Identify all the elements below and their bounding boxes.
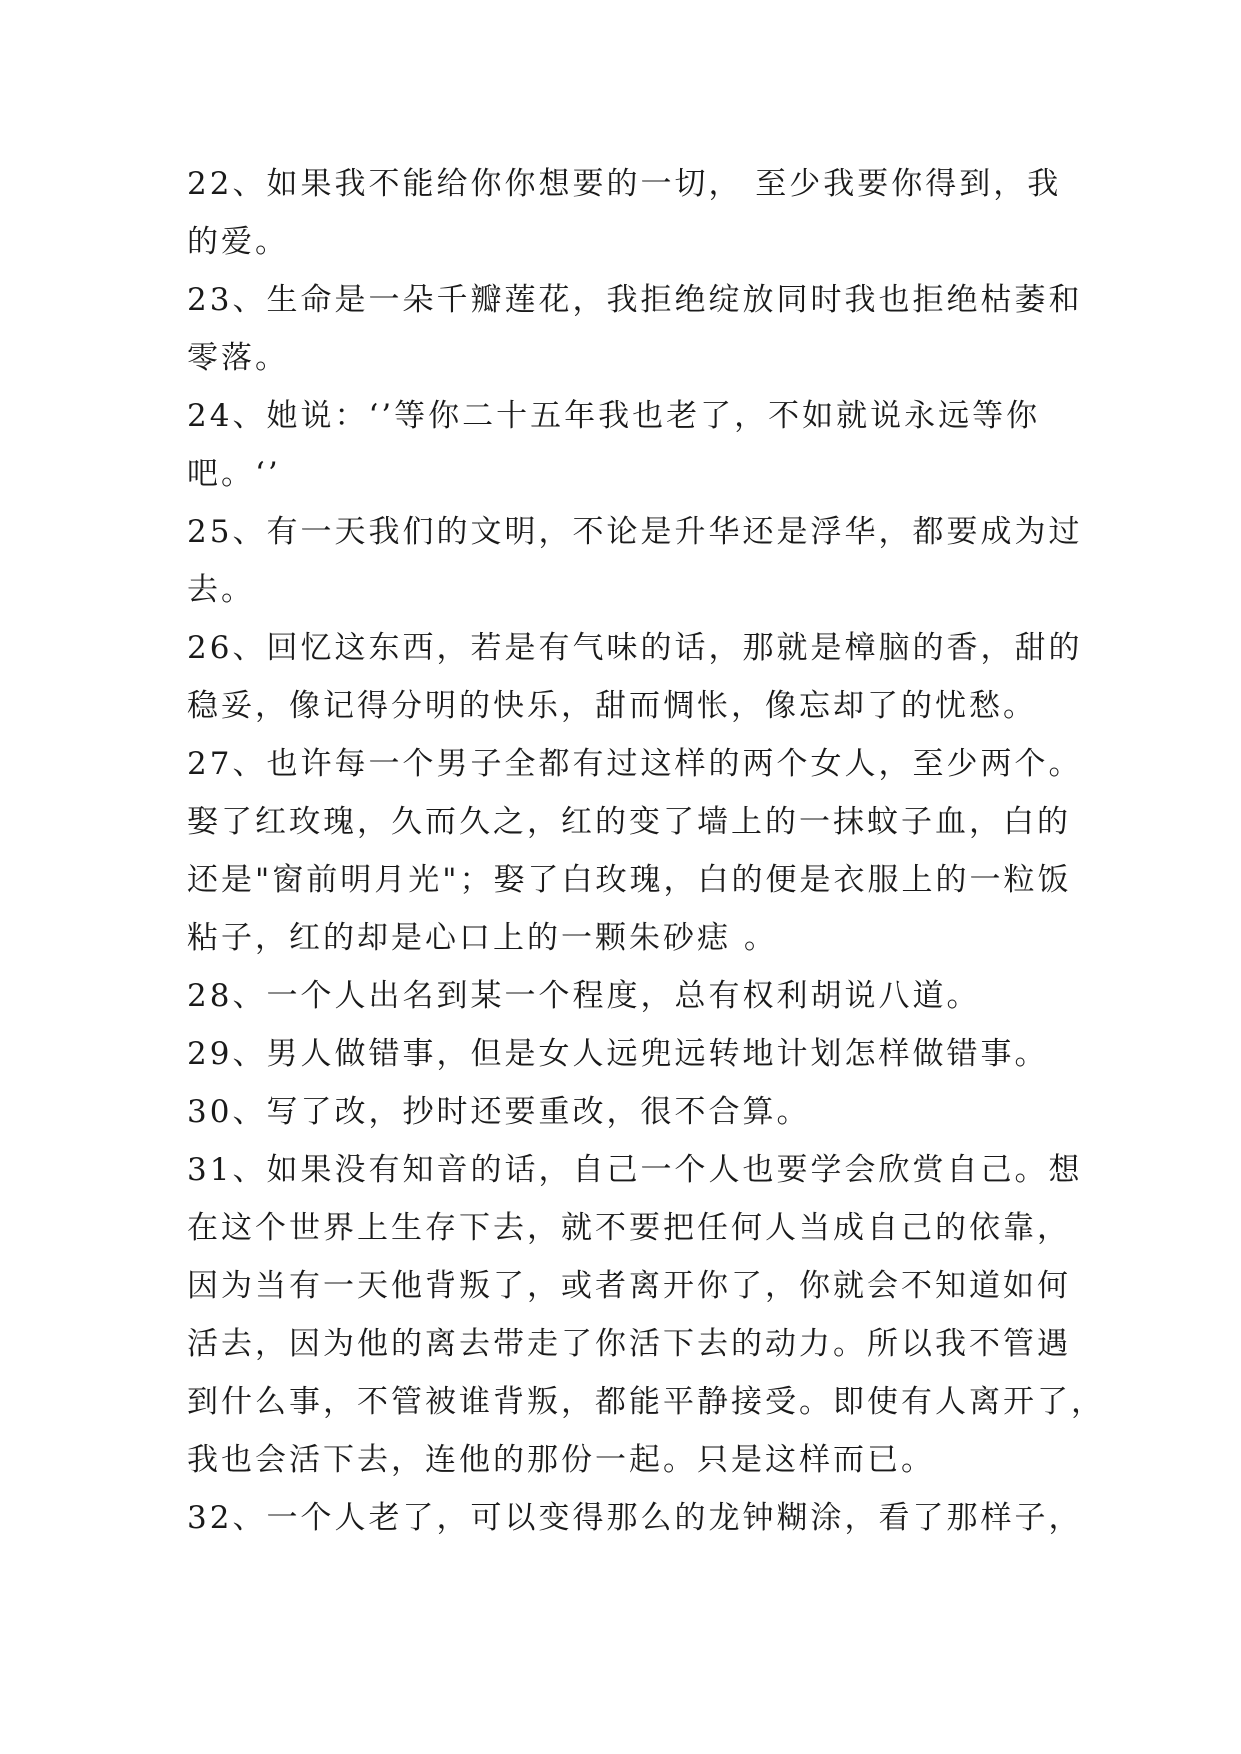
text-line: 24、她说：‘’等你二十五年我也老了，不如就说永远等你 xyxy=(187,398,1041,434)
text-line: 的爱。 xyxy=(187,224,289,260)
text-line: 30、写了改，抄时还要重改，很不合算。 xyxy=(187,1094,811,1130)
text-line: 娶了红玫瑰，久而久之，红的变了墙上的一抹蚊子血，白的 xyxy=(187,804,1071,840)
text-line: 我也会活下去，连他的那份一起。只是这样而已。 xyxy=(187,1442,935,1478)
text-line: 零落。 xyxy=(187,340,289,376)
text-line: 32、一个人老了，可以变得那么的龙钟糊涂，看了那样子， xyxy=(187,1500,1083,1536)
text-line: 23、生命是一朵千瓣莲花，我拒绝绽放同时我也拒绝枯萎和 xyxy=(187,282,1083,318)
text-line: 31、如果没有知音的话，自己一个人也要学会欣赏自己。想 xyxy=(187,1152,1083,1188)
text-line: 25、有一天我们的文明，不论是升华还是浮华，都要成为过 xyxy=(187,514,1083,550)
text-line: 29、男人做错事，但是女人远兜远转地计划怎样做错事。 xyxy=(187,1036,1049,1072)
text-line: 去。 xyxy=(187,572,255,608)
text-line: 吧。‘’ xyxy=(187,456,281,492)
text-line: 在这个世界上生存下去，就不要把任何人当成自己的依靠， xyxy=(187,1210,1071,1246)
text-line: 22、如果我不能给你你想要的一切， 至少我要你得到，我 xyxy=(187,166,1062,202)
text-line: 因为当有一天他背叛了，或者离开你了，你就会不知道如何 xyxy=(187,1268,1071,1304)
text-line: 到什么事，不管被谁背叛，都能平静接受。即使有人离开了， xyxy=(187,1384,1105,1420)
text-line: 活去，因为他的离去带走了你活下去的动力。所以我不管遇 xyxy=(187,1326,1071,1362)
text-line: 稳妥，像记得分明的快乐，甜而惆怅，像忘却了的忧愁。 xyxy=(187,688,1037,724)
text-line: 还是"窗前明月光"；娶了白玫瑰，白的便是衣服上的一粒饭 xyxy=(187,862,1072,898)
quote-list xyxy=(187,155,1105,1547)
text-line: 28、一个人出名到某一个程度，总有权利胡说八道。 xyxy=(187,978,981,1014)
text-line: 26、回忆这东西，若是有气味的话，那就是樟脑的香，甜的 xyxy=(187,630,1083,666)
text-line: 粘子，红的却是心口上的一颗朱砂痣 。 xyxy=(187,920,778,956)
text-line: 27、也许每一个男子全都有过这样的两个女人，至少两个。 xyxy=(187,746,1083,782)
